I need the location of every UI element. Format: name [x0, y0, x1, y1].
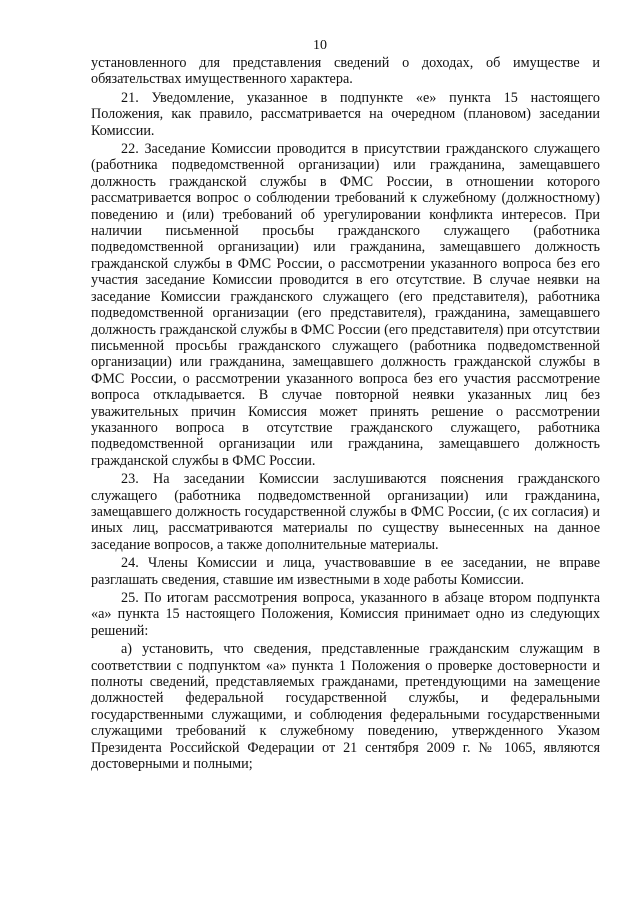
paragraph-25: 25. По итогам рассмотрения вопроса, указанного в абзаце втором подпункта «а» пункта 15 настоящего Положения, Комиссия принимает одно из следующих решений: — [91, 590, 600, 639]
paragraph-23: 23. На заседании Комиссии заслушиваются пояснения гражданского служащего (работника подведомственной организации) или гражданина, замещавшего должность государственной службы в ФМС России, (с их согласия) и иных лиц, рассматриваются материалы по существу вынесенных на данное заседание вопросов, а также дополнительные материалы. — [91, 471, 600, 553]
page-number: 10 — [313, 38, 327, 53]
paragraph-continuation: установленного для представления сведений о доходах, об имуществе и обязательствах имущественного характера. — [91, 55, 600, 88]
paragraph-24: 24. Члены Комиссии и лица, участвовавшие в ее заседании, не вправе разглашать сведения, ставшие им известными в ходе работы Комиссии. — [91, 555, 600, 588]
paragraph-22: 22. Заседание Комиссии проводится в присутствии гражданского служащего (работника подведомственной организации) или гражданина, замещавшего должность гражданской службы в ФМС России, в отношении которого рассматривается вопрос о соблюдении требований к служебному (должностному) поведению и (или) требований об урегулировании конфликта интересов. При наличии письменной просьбы гражданского служащего (работника подведомственной организации) или гражданина, замещавшего должность гражданской службы в ФМС России, о рассмотрении указанного вопроса без его участия заседание Комиссии проводится в его отсутствие. В случае неявки на заседание Комиссии гражданского служащего (его представителя), работника подведомственной организации (его представителя), гражданина, замещавшего должность гражданской службы в ФМС России (его представителя) при отсутствии письменной просьбы гражданского служащего (работника подведомственной организации) или гражданина, замещавшего должность гражданской службы в ФМС России, о рассмотрении указанного вопроса без его участия рассмотрение вопроса откладывается. В случае повторной неявки указанных лиц без уважительных причин Комиссия может принять решение о рассмотрении указанного вопроса в отсутствие гражданского служащего, работника подведомственной организации или гражданина, замещавшего должность гражданской службы в ФМС России. — [91, 141, 600, 469]
document-body — [91, 55, 600, 772]
paragraph-25a: а) установить, что сведения, представленные гражданским служащим в соответствии с подпунктом «а» пункта 1 Положения о проверке достоверности и полноты сведений, представляемых гражданами, претендующими на замещение должностей федеральной государственной службы, и федеральными государственными служащими, и соблюдения федеральными государственными служащими требований к служебному поведению, утвержденного Указом Президента Российской Федерации от 21 сентября 2009 г. № 1065, являются достоверными и полными; — [91, 641, 600, 773]
paragraph-21: 21. Уведомление, указанное в подпункте «е» пункта 15 настоящего Положения, как правило, рассматривается на очередном (плановом) заседании Комиссии. — [91, 89, 600, 139]
